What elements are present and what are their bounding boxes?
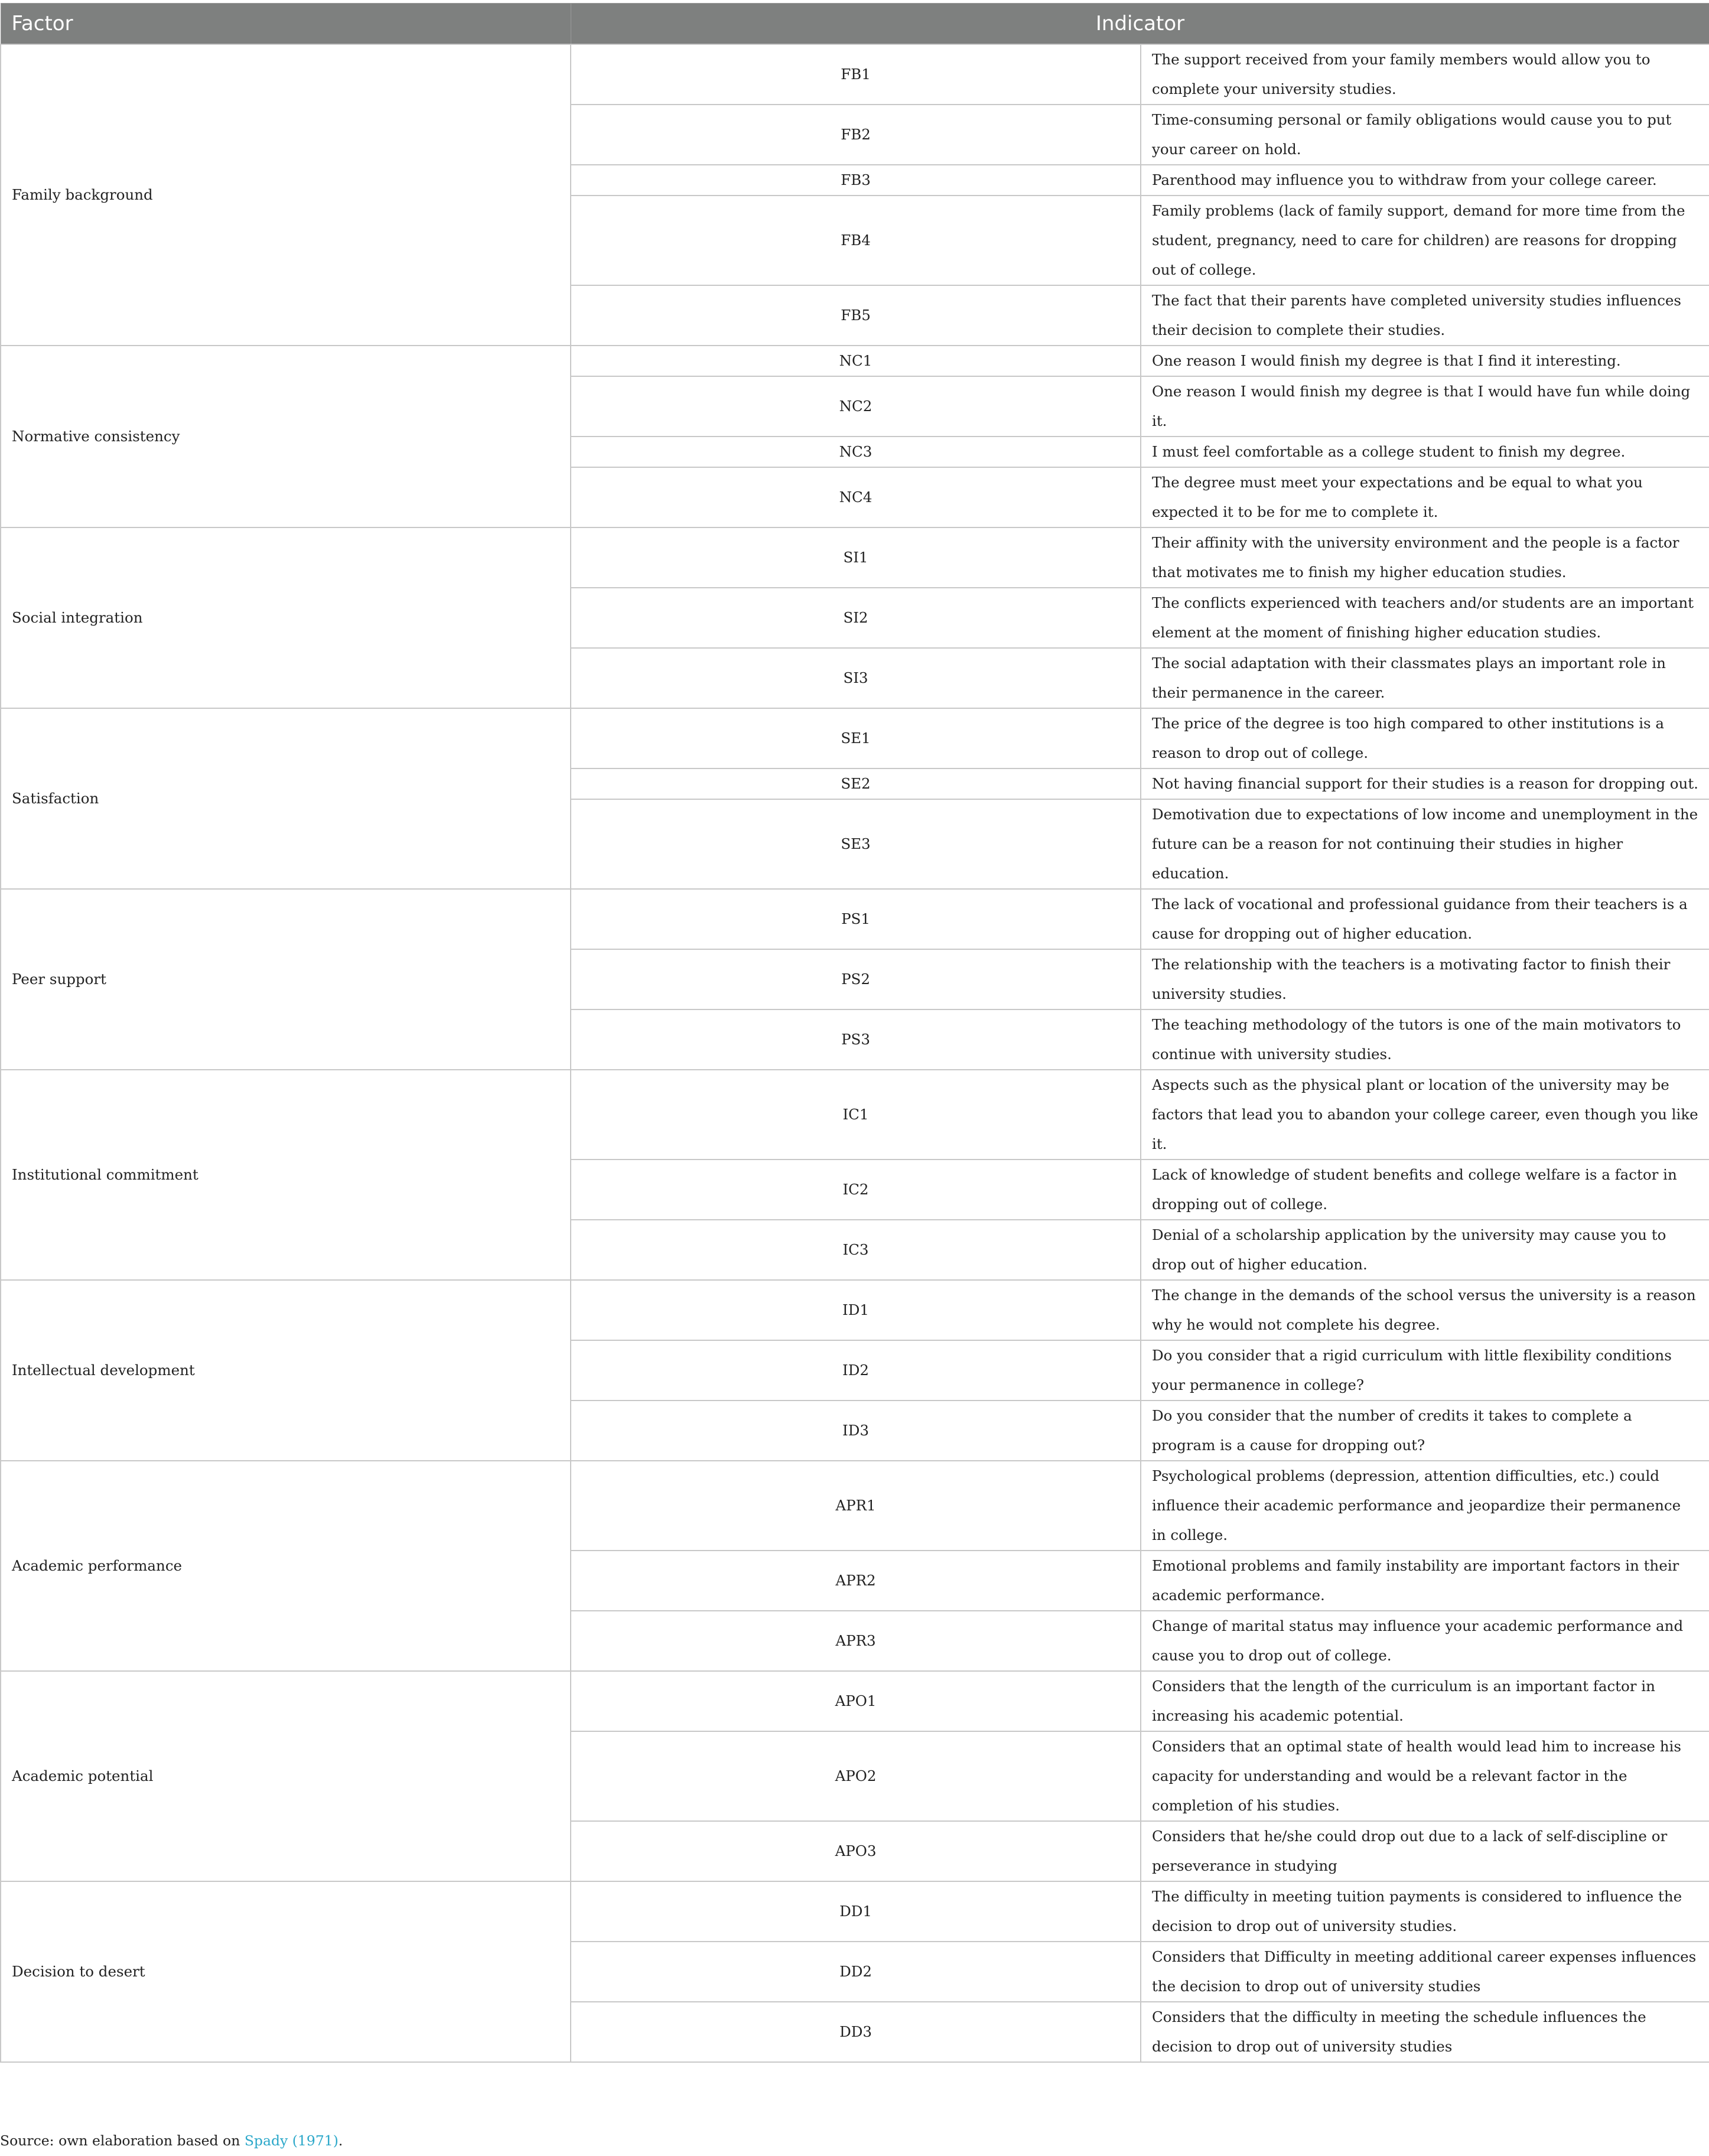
indicator-code-cell: SE2 <box>571 768 1141 799</box>
indicator-text-cell: Considers that he/she could drop out due to a lack of self-discipline or perseverance in studying <box>1141 1821 1709 1881</box>
indicator-text-cell: Considers that the difficulty in meeting the schedule influences the decision to drop out of university studies <box>1141 2002 1709 2062</box>
indicator-text-cell: Their affinity with the university environment and the people is a factor that motivates me to finish my higher education studies. <box>1141 527 1709 588</box>
source-suffix: . <box>338 2132 343 2149</box>
indicator-code-cell: SI2 <box>571 588 1141 648</box>
indicator-text-cell: Denial of a scholarship application by the university may cause you to drop out of higher education. <box>1141 1220 1709 1280</box>
indicator-code-cell: DD2 <box>571 1942 1141 2002</box>
indicator-code-cell: APO2 <box>571 1731 1141 1821</box>
indicator-text-cell: The social adaptation with their classmates plays an important role in their permanence in the career. <box>1141 648 1709 708</box>
indicator-code-cell: NC3 <box>571 437 1141 467</box>
indicator-code-cell: APR1 <box>571 1461 1141 1551</box>
indicator-text-cell: Change of marital status may influence your academic performance and cause you to drop out of college. <box>1141 1611 1709 1671</box>
indicator-code-cell: IC2 <box>571 1160 1141 1220</box>
factor-cell: Institutional commitment <box>1 1070 571 1280</box>
indicator-text-cell: Parenthood may influence you to withdraw from your college career. <box>1141 165 1709 196</box>
indicator-text-cell: Family problems (lack of family support, demand for more time from the student, pregnancy, need to care for children) are reasons for dropping out of college. <box>1141 196 1709 285</box>
table-row <box>1 1461 1709 1551</box>
table-row <box>1 527 1709 588</box>
indicator-code-cell: FB2 <box>571 105 1141 165</box>
header-indicator: Indicator <box>571 4 1709 45</box>
indicator-code-cell: NC2 <box>571 376 1141 437</box>
indicator-code-cell: NC1 <box>571 346 1141 376</box>
table-row <box>1 1671 1709 1731</box>
indicator-code-cell: FB3 <box>571 165 1141 196</box>
indicator-code-cell: APO1 <box>571 1671 1141 1731</box>
table-row <box>1 1280 1709 1340</box>
indicator-code-cell: APR3 <box>571 1611 1141 1671</box>
indicator-code-cell: PS3 <box>571 1009 1141 1070</box>
table-row <box>1 1881 1709 1942</box>
indicator-text-cell: Do you consider that the number of credits it takes to complete a program is a cause for dropping out? <box>1141 1401 1709 1461</box>
indicator-code-cell: PS1 <box>571 889 1141 949</box>
indicator-code-cell: FB1 <box>571 44 1141 105</box>
indicator-text-cell: The fact that their parents have completed university studies influences their decision to complete their studies. <box>1141 285 1709 346</box>
indicator-text-cell: The change in the demands of the school versus the university is a reason why he would not complete his degree. <box>1141 1280 1709 1340</box>
header-factor: Factor <box>1 4 571 45</box>
indicator-code-cell: APO3 <box>571 1821 1141 1881</box>
indicator-text-cell: Psychological problems (depression, attention difficulties, etc.) could influence their academic performance and jeopardize their permanence in college. <box>1141 1461 1709 1551</box>
table-row <box>1 346 1709 376</box>
table-row <box>1 889 1709 949</box>
indicator-text-cell: Lack of knowledge of student benefits and college welfare is a factor in dropping out of college. <box>1141 1160 1709 1220</box>
table-row <box>1 44 1709 105</box>
factor-cell: Satisfaction <box>1 708 571 889</box>
indicator-text-cell: Emotional problems and family instability are important factors in their academic performance. <box>1141 1551 1709 1611</box>
factor-cell: Normative consistency <box>1 346 571 527</box>
factor-cell: Academic performance <box>1 1461 571 1671</box>
table-body <box>1 44 1709 2062</box>
indicator-text-cell: The support received from your family members would allow you to complete your university studies. <box>1141 44 1709 105</box>
indicator-text-cell: The lack of vocational and professional guidance from their teachers is a cause for dropping out of higher education. <box>1141 889 1709 949</box>
indicator-text-cell: Aspects such as the physical plant or location of the university may be factors that lead you to abandon your college career, even though you like it. <box>1141 1070 1709 1160</box>
indicator-text-cell: The price of the degree is too high compared to other institutions is a reason to drop out of college. <box>1141 708 1709 768</box>
source-prefix: Source: own elaboration based on <box>0 2132 245 2149</box>
indicator-code-cell: DD3 <box>571 2002 1141 2062</box>
factor-cell: Peer support <box>1 889 571 1070</box>
indicator-code-cell: FB4 <box>571 196 1141 285</box>
table-row <box>1 708 1709 768</box>
indicator-text-cell: One reason I would finish my degree is that I would have fun while doing it. <box>1141 376 1709 437</box>
indicator-text-cell: One reason I would finish my degree is that I find it interesting. <box>1141 346 1709 376</box>
factor-cell: Intellectual development <box>1 1280 571 1461</box>
indicator-text-cell: Considers that an optimal state of health would lead him to increase his capacity for understanding and would be a relevant factor in the completion of his studies. <box>1141 1731 1709 1821</box>
table-header-row <box>1 4 1709 45</box>
indicator-code-cell: ID2 <box>571 1340 1141 1401</box>
indicator-code-cell: IC1 <box>571 1070 1141 1160</box>
factor-cell: Academic potential <box>1 1671 571 1881</box>
factor-cell: Decision to desert <box>1 1881 571 2062</box>
factor-cell: Social integration <box>1 527 571 708</box>
indicator-text-cell: Not having financial support for their studies is a reason for dropping out. <box>1141 768 1709 799</box>
indicator-text-cell: The difficulty in meeting tuition payments is considered to influence the decision to drop out of university studies. <box>1141 1881 1709 1942</box>
indicator-code-cell: SE1 <box>571 708 1141 768</box>
factor-cell: Family background <box>1 44 571 346</box>
indicator-text-cell: Considers that the length of the curriculum is an important factor in increasing his academic potential. <box>1141 1671 1709 1731</box>
indicator-text-cell: Considers that Difficulty in meeting additional career expenses influences the decision to drop out of university studies <box>1141 1942 1709 2002</box>
indicator-code-cell: APR2 <box>571 1551 1141 1611</box>
indicator-code-cell: DD1 <box>571 1881 1141 1942</box>
indicator-code-cell: ID1 <box>571 1280 1141 1340</box>
indicator-code-cell: SI1 <box>571 527 1141 588</box>
indicator-code-cell: FB5 <box>571 285 1141 346</box>
source-reference-link[interactable]: Spady (1971) <box>244 2132 338 2149</box>
indicator-code-cell: NC4 <box>571 467 1141 527</box>
indicator-text-cell: The degree must meet your expectations and be equal to what you expected it to be for me to complete it. <box>1141 467 1709 527</box>
indicator-code-cell: IC3 <box>571 1220 1141 1280</box>
indicator-text-cell: I must feel comfortable as a college student to finish my degree. <box>1141 437 1709 467</box>
indicator-text-cell: The teaching methodology of the tutors is one of the main motivators to continue with university studies. <box>1141 1009 1709 1070</box>
source-note <box>0 2132 343 2149</box>
indicator-code-cell: SI3 <box>571 648 1141 708</box>
indicator-table <box>0 3 1709 2063</box>
indicator-text-cell: Time-consuming personal or family obligations would cause you to put your career on hold. <box>1141 105 1709 165</box>
indicator-code-cell: SE3 <box>571 799 1141 889</box>
indicator-text-cell: The conflicts experienced with teachers and/or students are an important element at the moment of finishing higher education studies. <box>1141 588 1709 648</box>
indicator-text-cell: Demotivation due to expectations of low income and unemployment in the future can be a reason for not continuing their studies in higher education. <box>1141 799 1709 889</box>
indicator-text-cell: The relationship with the teachers is a motivating factor to finish their university studies. <box>1141 949 1709 1009</box>
table-row <box>1 1070 1709 1160</box>
indicator-code-cell: ID3 <box>571 1401 1141 1461</box>
indicator-text-cell: Do you consider that a rigid curriculum with little flexibility conditions your permanence in college? <box>1141 1340 1709 1401</box>
indicator-code-cell: PS2 <box>571 949 1141 1009</box>
